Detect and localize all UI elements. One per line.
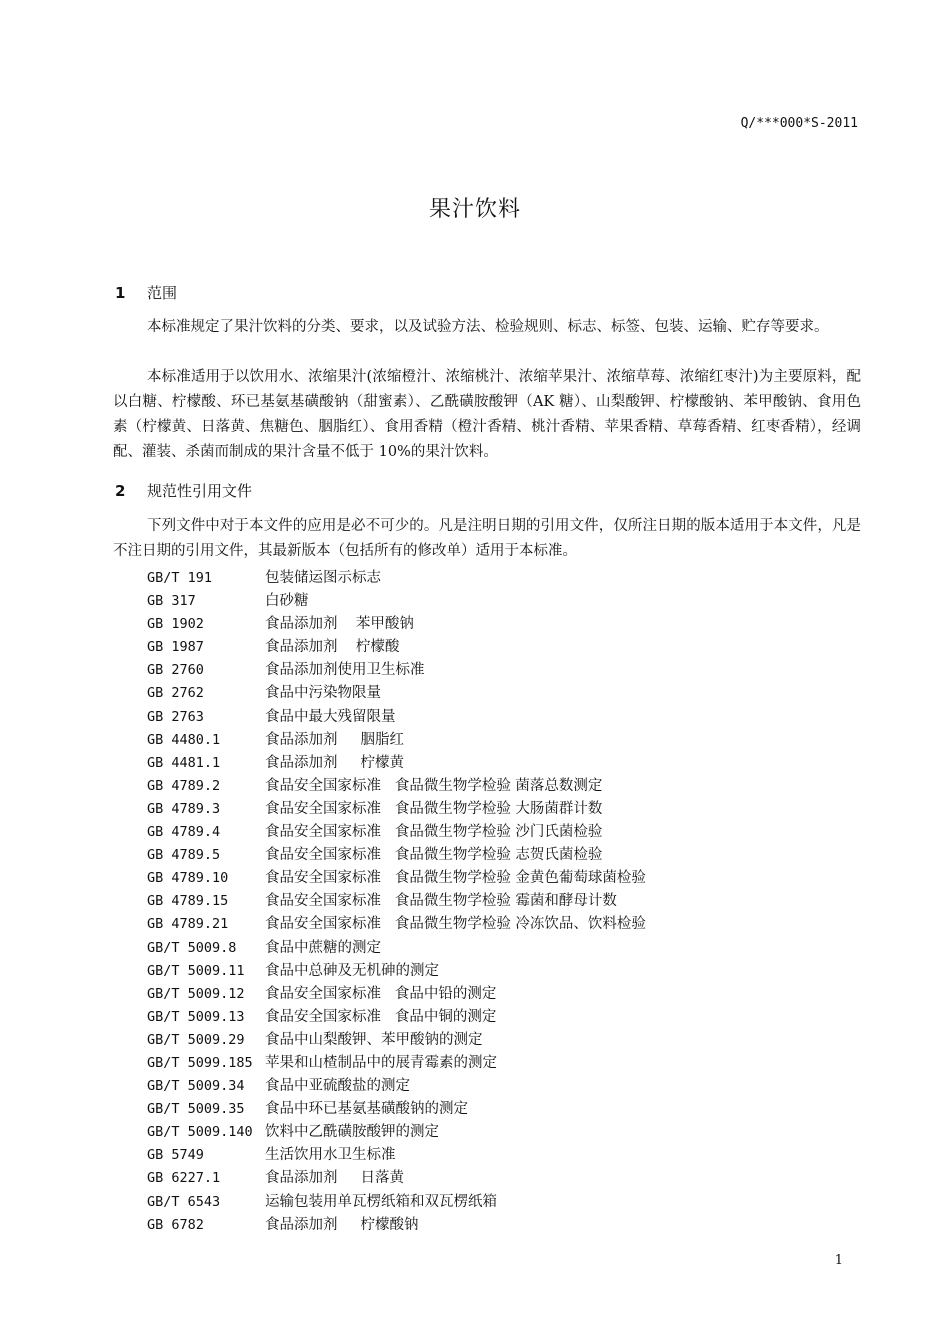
reference-code: GB 2763	[147, 708, 204, 725]
reference-title: 食品安全国家标准 食品微生物学检验 金黄色葡萄球菌检验	[265, 870, 646, 887]
paragraph-references: 下列文件中对于本文件的应用是必不可少的。凡是注明日期的引用文件，仅所注日期的版本适用于本文件，凡是不注日期的引用文件，其最新版本（包括所有的修改单）适用于本标准。	[113, 518, 861, 559]
paragraph-scope-2: 本标准适用于以饮用水、浓缩果汁(浓缩橙汁、浓缩桃汁、浓缩苹果汁、浓缩草莓、浓缩红枣汁)为主要原料，配以白糖、柠檬酸、环已基氨基磺酸钠（甜蜜素）、乙酰磺胺酸钾（AK 糖）、山梨酸钾、柠檬酸钠、苯甲酸钠、食用色素（柠檬黄、日落黄、焦糖色、胭脂红）、食用香精（橙汁香精、桃汁香精、苹果香精、草莓香精、红枣香精），经调配、灌装、杀菌而制成的果汁含量不低于 10%的果汁饮料。	[113, 369, 861, 460]
reference-item	[147, 566, 867, 589]
reference-title: 食品安全国家标准 食品中铅的测定	[265, 985, 497, 1002]
reference-code: GB 4789.5	[147, 847, 221, 864]
reference-title: 食品中污染物限量	[265, 685, 381, 702]
reference-title: 食品中总砷及无机砷的测定	[265, 962, 439, 979]
reference-item	[147, 1005, 867, 1028]
reference-title: 包装储运图示标志	[265, 570, 381, 586]
reference-title: 食品添加剂 柠檬黄	[265, 754, 405, 771]
reference-item	[147, 1074, 867, 1097]
reference-code: GB 2760	[147, 662, 204, 679]
reference-item	[147, 1051, 867, 1074]
reference-code: GB 6782	[147, 1216, 204, 1233]
reference-item	[147, 1166, 867, 1189]
reference-code: GB 4789.21	[147, 916, 229, 933]
reference-item	[147, 728, 867, 751]
section-number: 1	[115, 284, 126, 302]
reference-title: 生活饮用水卫生标准	[265, 1147, 396, 1164]
reference-code: GB 1902	[147, 616, 204, 633]
reference-item	[147, 982, 867, 1005]
reference-item	[147, 658, 867, 681]
section-title: 范围	[147, 284, 178, 302]
reference-code: GB/T 5009.140	[147, 1124, 253, 1141]
reference-title: 食品安全国家标准 食品微生物学检验 志贺氏菌检验	[265, 847, 603, 864]
section-heading-references	[115, 480, 252, 501]
reference-code: GB/T 5099.185	[147, 1054, 253, 1071]
reference-item	[147, 889, 867, 912]
reference-item	[147, 705, 867, 728]
reference-item	[147, 1143, 867, 1166]
reference-code: GB/T 5009.29	[147, 1031, 245, 1048]
reference-item	[147, 774, 867, 797]
reference-code: GB 4789.15	[147, 893, 229, 910]
reference-code: GB 4789.2	[147, 777, 221, 794]
reference-title: 食品安全国家标准 食品微生物学检验 大肠菌群计数	[265, 800, 603, 817]
reference-code: GB 5749	[147, 1147, 204, 1164]
reference-title: 运输包装用单瓦楞纸箱和双瓦楞纸箱	[265, 1193, 497, 1210]
reference-code: GB/T 5009.8	[147, 939, 237, 956]
reference-title: 食品添加剂 柠檬酸钠	[265, 1216, 419, 1233]
reference-code: GB 2762	[147, 685, 204, 702]
reference-code: GB 4789.4	[147, 824, 221, 841]
reference-code: GB/T 5009.11	[147, 962, 245, 979]
section-heading-scope	[115, 282, 177, 303]
reference-title: 食品添加剂 胭脂红	[265, 731, 405, 748]
reference-item	[147, 843, 867, 866]
reference-code: GB/T 5009.34	[147, 1078, 245, 1095]
reference-item	[147, 820, 867, 843]
reference-code: GB 4480.1	[147, 731, 221, 748]
reference-code: GB 4789.3	[147, 800, 221, 817]
reference-item	[147, 866, 867, 889]
reference-item	[147, 1213, 867, 1236]
reference-title: 食品添加剂 柠檬酸	[265, 639, 400, 656]
reference-item	[147, 1120, 867, 1143]
reference-item	[147, 797, 867, 820]
reference-title: 饮料中乙酰磺胺酸钾的测定	[265, 1124, 439, 1141]
reference-title: 食品安全国家标准 食品微生物学检验 霉菌和酵母计数	[265, 893, 617, 910]
reference-title: 食品添加剂使用卫生标准	[265, 662, 425, 679]
paragraph-scope-1: 本标准规定了果汁饮料的分类、要求，以及试验方法、检验规则、标志、标签、包装、运输、贮存等要求。	[147, 319, 829, 335]
document-title: 果汁饮料	[428, 197, 521, 222]
reference-code: GB/T 5009.35	[147, 1101, 245, 1118]
reference-title: 苹果和山楂制品中的展青霉素的测定	[265, 1054, 497, 1071]
reference-title: 食品安全国家标准 食品微生物学检验 沙门氏菌检验	[265, 824, 603, 841]
reference-title: 食品安全国家标准 食品微生物学检验 菌落总数测定	[265, 777, 603, 794]
reference-code: GB 6227.1	[147, 1170, 221, 1187]
reference-item	[147, 959, 867, 982]
reference-item	[147, 912, 867, 935]
reference-title: 食品中最大残留限量	[265, 708, 396, 725]
reference-item	[147, 635, 867, 658]
reference-title: 食品安全国家标准 食品微生物学检验 冷冻饮品、饮料检验	[265, 916, 646, 933]
reference-code: GB 4481.1	[147, 754, 221, 771]
reference-item	[147, 751, 867, 774]
reference-item	[147, 1190, 867, 1213]
section-number: 2	[115, 482, 126, 500]
reference-title: 食品添加剂 日落黄	[265, 1170, 405, 1187]
reference-item	[147, 612, 867, 635]
reference-code: GB 4789.10	[147, 870, 229, 887]
reference-title: 食品安全国家标准 食品中铜的测定	[265, 1008, 497, 1025]
reference-item	[147, 681, 867, 704]
reference-item	[147, 1028, 867, 1051]
reference-list	[147, 566, 867, 1236]
reference-title: 食品中蔗糖的测定	[265, 939, 381, 956]
reference-item	[147, 936, 867, 959]
reference-code: GB/T 6543	[147, 1193, 221, 1210]
reference-title: 食品添加剂 苯甲酸钠	[265, 616, 414, 633]
reference-item	[147, 589, 867, 612]
reference-item	[147, 1097, 867, 1120]
page-number: 1	[834, 1253, 843, 1268]
reference-code: GB/T 5009.12	[147, 985, 245, 1002]
reference-title: 食品中山梨酸钾、苯甲酸钠的测定	[265, 1031, 483, 1048]
reference-code: GB 1987	[147, 639, 204, 656]
reference-code: GB 317	[147, 593, 196, 610]
reference-title: 白砂糖	[265, 593, 309, 610]
document-code: Q/***000*S-2011	[740, 116, 858, 131]
reference-title: 食品中环已基氨基磺酸钠的测定	[265, 1101, 468, 1118]
section-title: 规范性引用文件	[147, 482, 253, 500]
reference-code: GB/T 5009.13	[147, 1008, 245, 1025]
reference-code: GB/T 191	[147, 570, 213, 586]
reference-title: 食品中亚硫酸盐的测定	[265, 1078, 410, 1095]
